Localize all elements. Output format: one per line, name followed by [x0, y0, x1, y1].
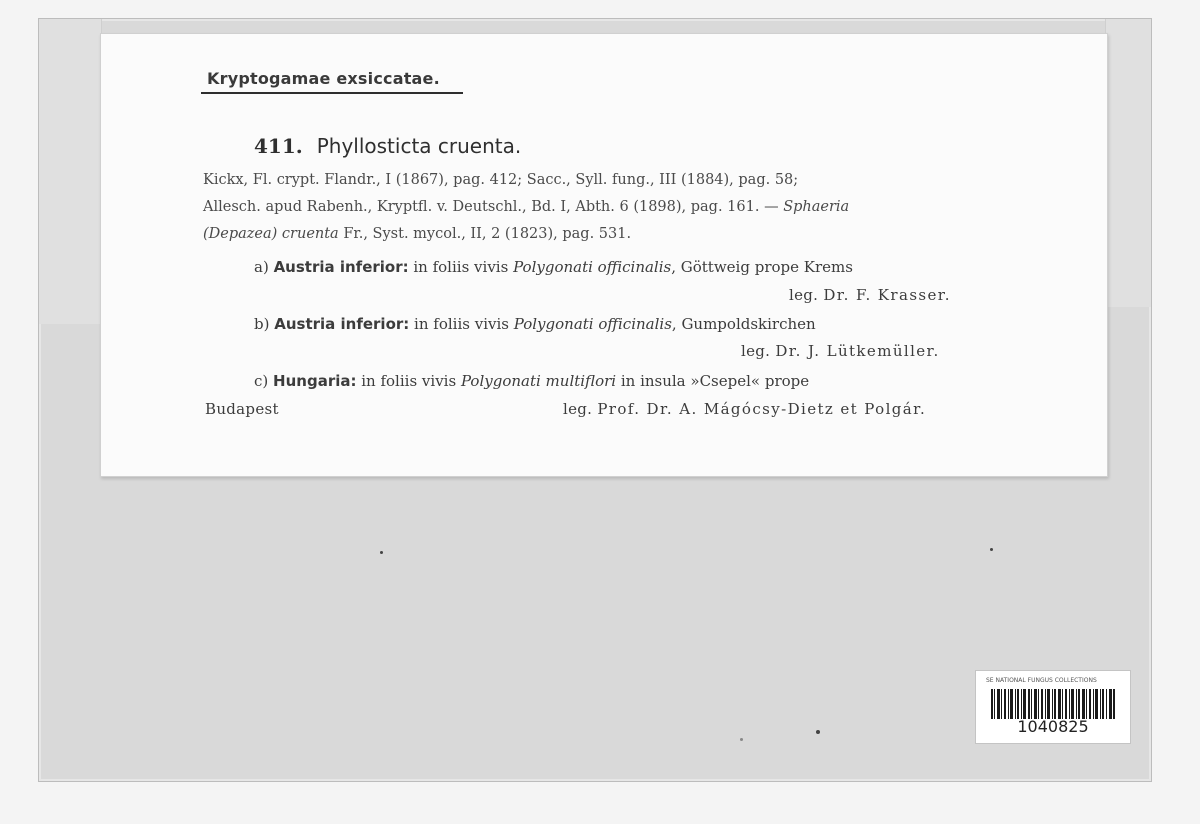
collector-prefix: leg.: [741, 342, 776, 360]
host-plant: Polygonati officinalis: [513, 258, 672, 276]
species-heading: [254, 134, 521, 158]
literature-citation: [203, 167, 999, 248]
collector-name: Prof. Dr. A. Mágócsy-Dietz et Polgár.: [597, 400, 927, 418]
host-plant: Polygonati officinalis: [513, 315, 672, 333]
collector-b: [741, 342, 940, 360]
literature-line-3-italic: (Depazea) cruenta: [203, 226, 339, 242]
locality-letter: c): [254, 372, 269, 390]
locality-text: in foliis vivis: [356, 372, 461, 390]
sheet-speck: [380, 551, 383, 554]
series-title-underline: [201, 92, 463, 94]
sheet-speck: [740, 738, 743, 741]
species-name: Phyllosticta cruenta.: [316, 134, 522, 158]
locality-letter: b): [254, 315, 270, 333]
locality-place: in insula »Csepel« prope: [616, 372, 810, 390]
series-title: Kryptogamae exsiccatae.: [207, 69, 440, 88]
barcode-institution: SE NATIONAL FUNGUS COLLECTIONS: [986, 677, 1097, 684]
locality-a: [254, 258, 1154, 276]
literature-line-3: [203, 221, 999, 248]
collector-prefix: leg.: [563, 400, 598, 418]
specimen-label: [100, 33, 1108, 477]
locality-region: Hungaria:: [273, 372, 357, 390]
barcode-number: 1040825: [1017, 717, 1089, 736]
sheet-left-band: [39, 19, 102, 324]
collector-a: [789, 286, 951, 304]
locality-region: Austria inferior:: [274, 315, 410, 333]
locality-place: , Göttweig prope Krems: [671, 258, 853, 276]
locality-place: , Gumpoldskirchen: [671, 315, 816, 333]
locality-text: in foliis vivis: [408, 258, 514, 276]
locality-c-continuation: Budapest: [205, 400, 279, 418]
literature-line-1: Kickx, Fl. crypt. Flandr., I (1867), pag. 412; Sacc., Syll. fung., III (1884), pag. 58;: [203, 172, 799, 188]
literature-line-2-text: Allesch. apud Rabenh., Kryptfl. v. Deutschl., Bd. I, Abth. 6 (1898), pag. 161. —: [203, 199, 784, 215]
sheet-speck: [816, 730, 820, 734]
locality-text: in foliis vivis: [409, 315, 514, 333]
collector-name: Dr. J. Lütkemüller.: [775, 342, 940, 360]
exsiccata-number: 411.: [254, 134, 303, 158]
locality-region: Austria inferior:: [273, 258, 409, 276]
sheet-speck: [990, 548, 993, 551]
literature-line-2-italic: Sphaeria: [783, 199, 850, 215]
locality-letter: a): [254, 258, 269, 276]
collector-c: [563, 400, 926, 418]
literature-line-2: [203, 194, 999, 221]
barcode-icon: [991, 689, 1116, 719]
literature-line-3-text: Fr., Syst. mycol., II, 2 (1823), pag. 531.: [338, 226, 632, 242]
collector-prefix: leg.: [789, 286, 824, 304]
locality-b: [254, 315, 1154, 333]
collector-name: Dr. F. Krasser.: [823, 286, 951, 304]
barcode-label: [975, 670, 1131, 744]
locality-c: [254, 372, 1154, 390]
host-plant: Polygonati multiflori: [460, 372, 617, 390]
